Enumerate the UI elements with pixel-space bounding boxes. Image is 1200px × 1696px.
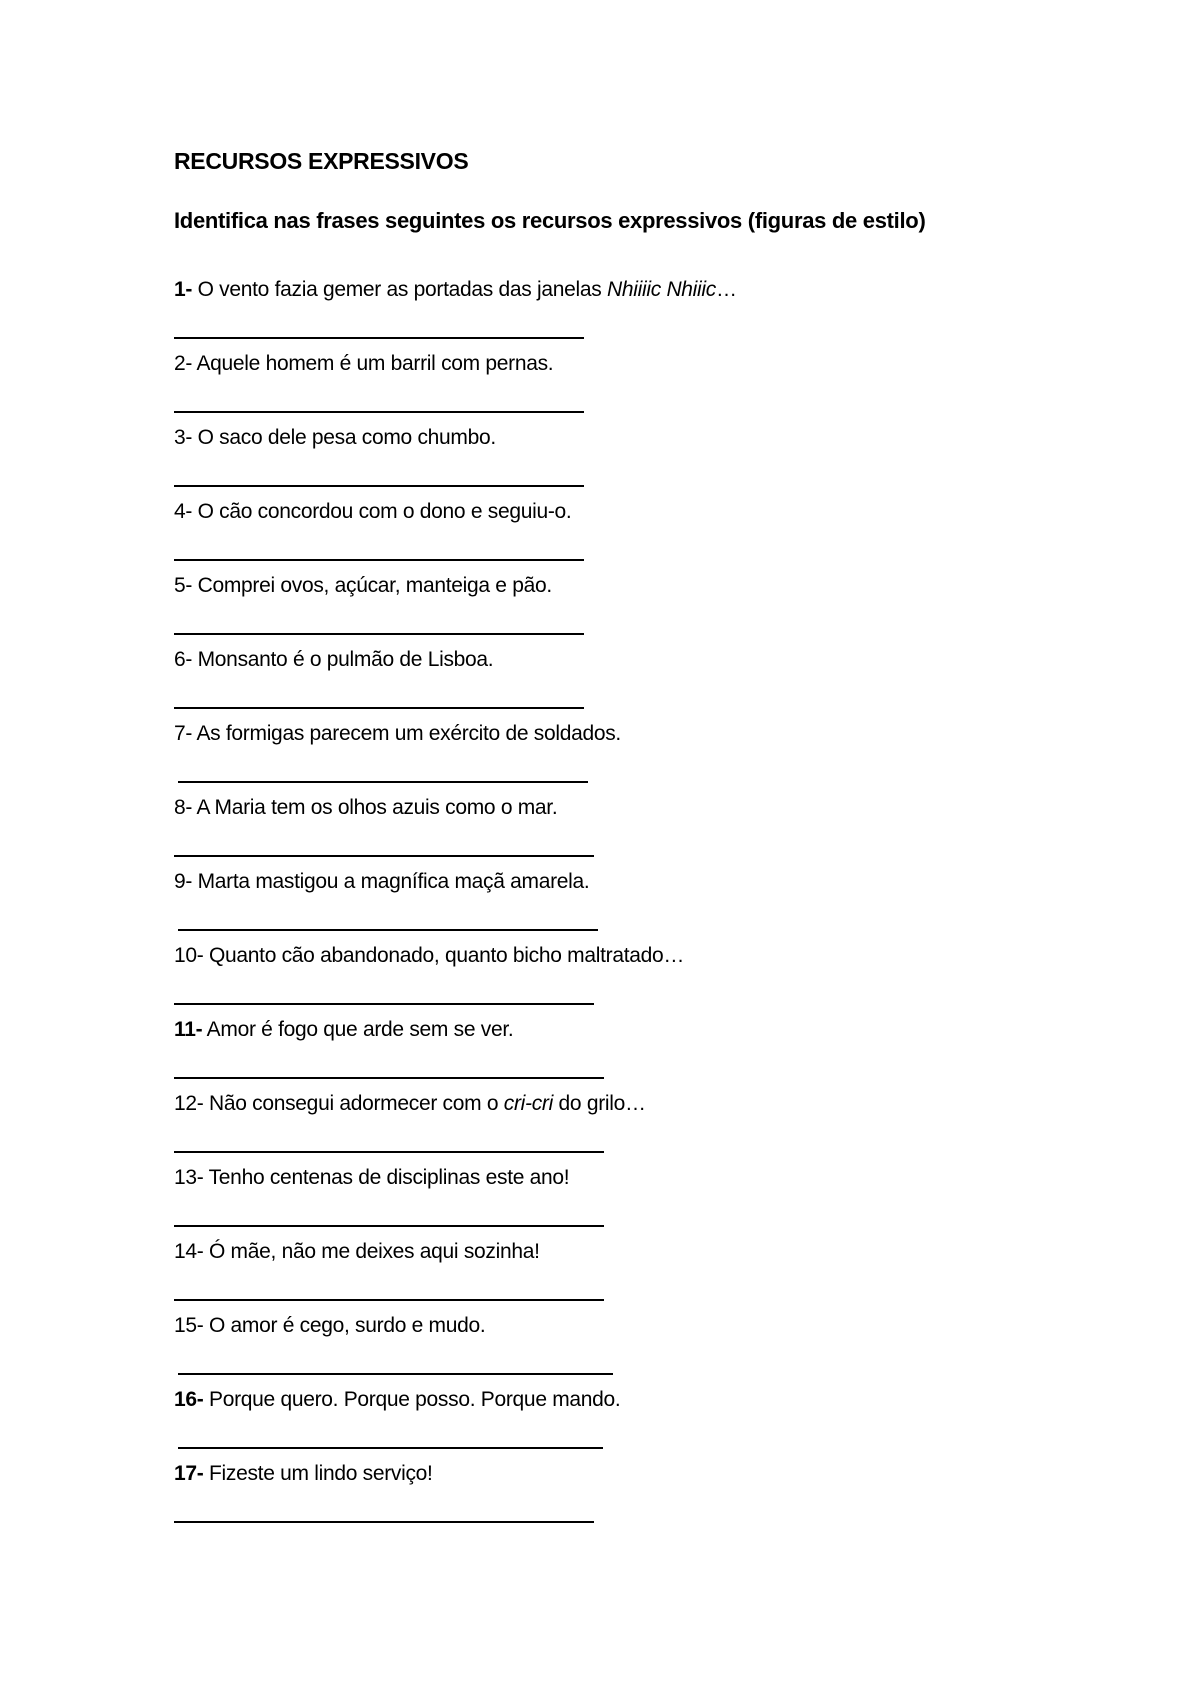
item-sentence: Aquele homem é um barril com pernas.: [192, 352, 554, 375]
item-number: 3-: [174, 426, 193, 449]
page-title: RECURSOS EXPRESSIVOS: [174, 148, 469, 174]
item-sentence: Ó mãe, não me deixes aqui sozinha!: [203, 1240, 540, 1263]
item-sentence: Comprei ovos, açúcar, manteiga e pão.: [192, 574, 552, 597]
item-number: 15-: [174, 1314, 204, 1337]
instructions: Identifica nas frases seguintes os recursos expressivos (figuras de estilo): [174, 208, 926, 233]
exercise-item: [174, 350, 553, 378]
item-number: 8-: [174, 796, 193, 819]
item-sentence: Amor é fogo que arde sem se ver.: [202, 1018, 514, 1041]
item-number: 9-: [174, 870, 193, 893]
exercise-item: [174, 1460, 433, 1488]
item-sentence: O vento fazia gemer as portadas das janelas: [192, 278, 607, 301]
exercise-item: [174, 276, 737, 304]
exercise-item: [174, 498, 571, 526]
item-sentence-end: do grilo…: [553, 1092, 646, 1115]
item-number: 14-: [174, 1240, 204, 1263]
exercise-item: [174, 942, 684, 970]
answer-line[interactable]: [178, 1447, 603, 1449]
item-sentence: O cão concordou com o dono e seguiu-o.: [192, 500, 572, 523]
item-sentence: O amor é cego, surdo e mudo.: [203, 1314, 486, 1337]
answer-line[interactable]: [174, 1003, 594, 1005]
exercise-item: [174, 1090, 646, 1118]
item-sentence: Quanto cão abandonado, quanto bicho maltratado…: [203, 944, 685, 967]
item-onomatopoeia: Nhiiiic Nhiiic: [607, 278, 716, 301]
exercise-item: [174, 572, 552, 600]
exercise-item: [174, 1386, 620, 1414]
item-sentence: O saco dele pesa como chumbo.: [192, 426, 496, 449]
answer-line[interactable]: [174, 1521, 594, 1523]
item-sentence: Tenho centenas de disciplinas este ano!: [203, 1166, 570, 1189]
answer-line[interactable]: [174, 1077, 604, 1079]
answer-line[interactable]: [174, 485, 584, 487]
item-number: 4-: [174, 500, 193, 523]
item-number: 11-: [174, 1018, 203, 1041]
answer-line[interactable]: [178, 781, 588, 783]
item-number: 1-: [174, 278, 193, 301]
item-sentence-end: …: [715, 278, 737, 301]
exercise-item: [174, 794, 557, 822]
item-sentence: Marta mastigou a magnífica maçã amarela.: [192, 870, 590, 893]
answer-line[interactable]: [174, 411, 584, 413]
answer-line[interactable]: [174, 1151, 604, 1153]
item-onomatopoeia: cri-cri: [503, 1092, 553, 1115]
exercise-item: [174, 424, 496, 452]
item-number: 2-: [174, 352, 193, 375]
item-number: 13-: [174, 1166, 204, 1189]
exercise-item: [174, 1164, 569, 1192]
exercise-item: [174, 720, 621, 748]
item-number: 7-: [174, 722, 193, 745]
item-sentence: Fizeste um lindo serviço!: [203, 1462, 433, 1485]
answer-line[interactable]: [178, 929, 598, 931]
exercise-item: [174, 868, 589, 896]
answer-line[interactable]: [174, 337, 584, 339]
item-number: 17-: [174, 1462, 204, 1485]
answer-line[interactable]: [174, 633, 584, 635]
answer-line[interactable]: [174, 559, 584, 561]
exercise-item: [174, 1238, 540, 1266]
exercise-item: [174, 646, 493, 674]
exercise-item: [174, 1016, 513, 1044]
exercise-item: [174, 1312, 485, 1340]
answer-line[interactable]: [174, 707, 584, 709]
item-sentence: Monsanto é o pulmão de Lisboa.: [192, 648, 494, 671]
item-sentence: Não consegui adormecer com o: [203, 1092, 504, 1115]
item-number: 6-: [174, 648, 193, 671]
item-number: 5-: [174, 574, 193, 597]
answer-line[interactable]: [174, 1299, 604, 1301]
answer-line[interactable]: [174, 1225, 604, 1227]
item-sentence: Porque quero. Porque posso. Porque mando.: [203, 1388, 621, 1411]
answer-line[interactable]: [178, 1373, 613, 1375]
answer-line[interactable]: [174, 855, 594, 857]
item-sentence: A Maria tem os olhos azuis como o mar.: [192, 796, 558, 819]
item-number: 10-: [174, 944, 204, 967]
item-number: 16-: [174, 1388, 204, 1411]
item-number: 12-: [174, 1092, 204, 1115]
item-sentence: As formigas parecem um exército de soldados.: [192, 722, 621, 745]
